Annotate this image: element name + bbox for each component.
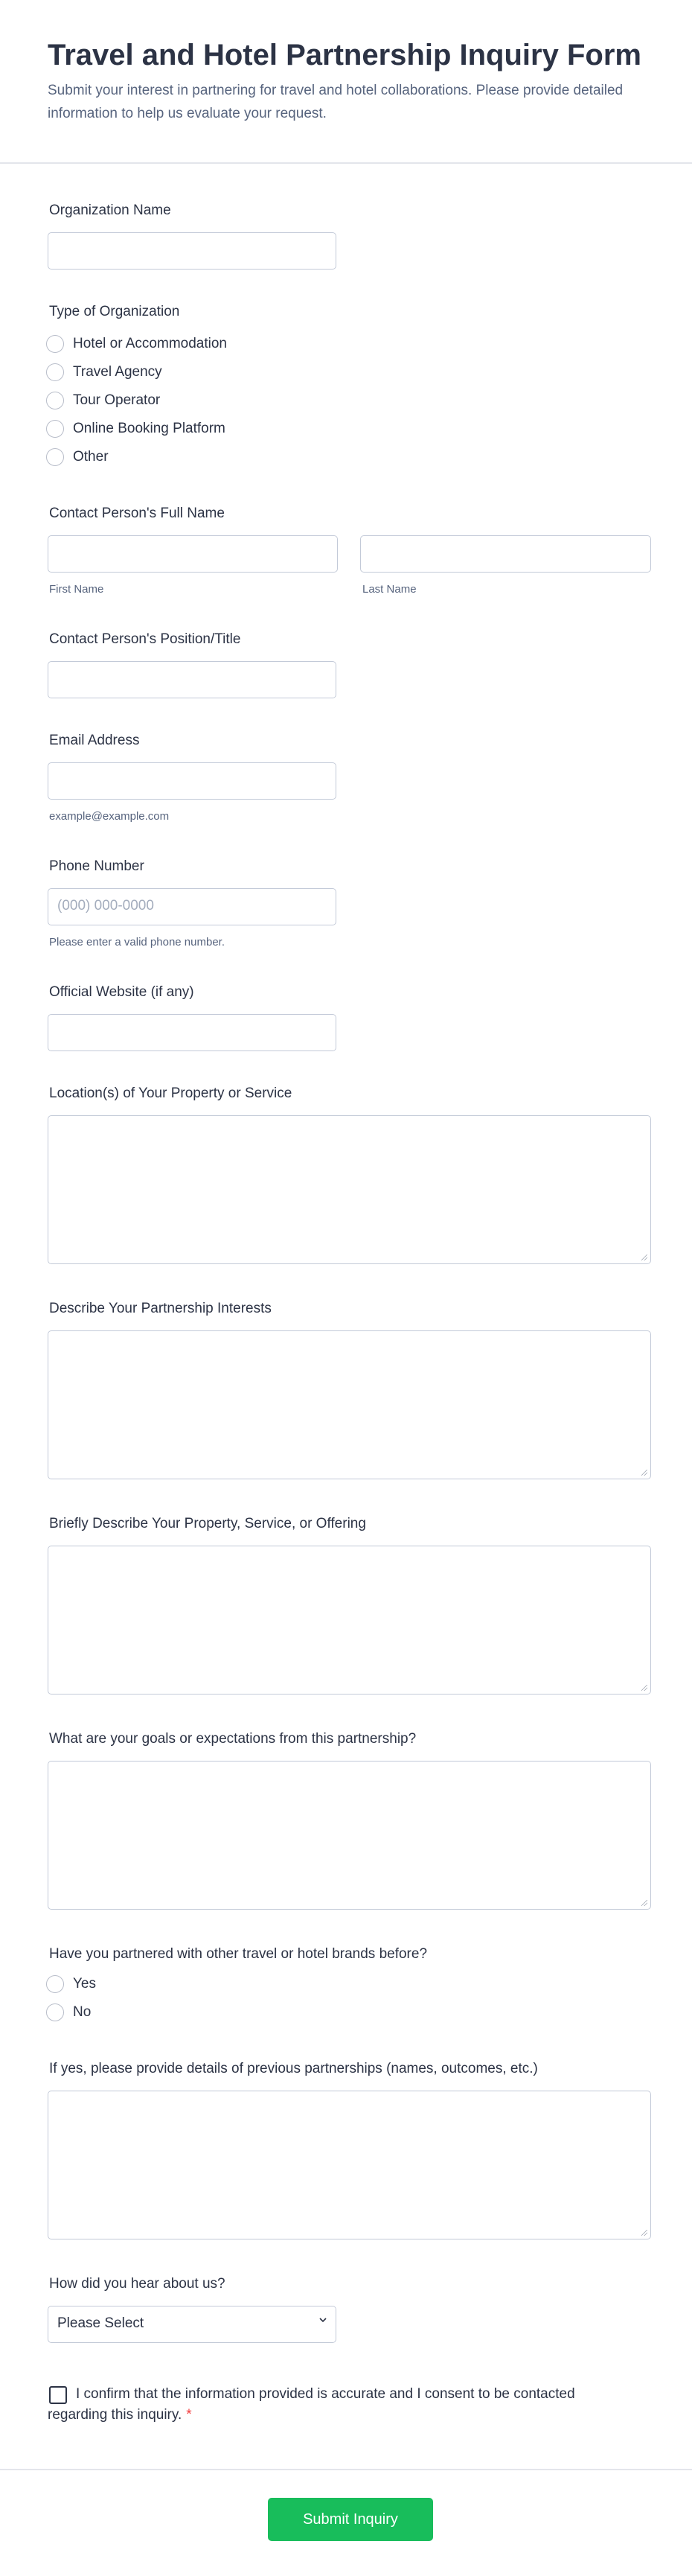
resize-handle-icon[interactable] — [641, 1470, 647, 1476]
phone-input[interactable] — [48, 888, 336, 925]
email-label: Email Address — [49, 733, 140, 748]
offering-textarea[interactable] — [48, 1546, 651, 1695]
phone-placeholder: (000) 000-0000 — [57, 898, 154, 914]
org-type-label: Type of Organization — [49, 304, 180, 319]
radio-circle[interactable] — [46, 1975, 64, 1993]
contact-name-label: Contact Person's Full Name — [49, 506, 225, 521]
radio-label: Hotel or Accommodation — [73, 336, 227, 351]
resize-handle-icon[interactable] — [641, 1254, 647, 1260]
chevron-down-icon — [319, 2316, 327, 2324]
prev-details-textarea[interactable] — [48, 2091, 651, 2239]
goals-label: What are your goals or expectations from this partnership? — [49, 1731, 417, 1747]
resize-handle-icon[interactable] — [641, 2230, 647, 2236]
prev-details-label: If yes, please provide details of previous partnerships (names, outcomes, etc.) — [49, 2061, 538, 2076]
partnered-option-yes[interactable] — [46, 1975, 96, 1993]
last-name-input[interactable] — [360, 535, 651, 573]
email-sublabel: example@example.com — [49, 810, 170, 823]
org-type-option[interactable] — [46, 363, 162, 381]
org-name-label: Organization Name — [49, 203, 171, 218]
locations-label: Location(s) of Your Property or Service — [49, 1085, 292, 1101]
radio-circle[interactable] — [46, 420, 64, 438]
hear-select-value: Please Select — [57, 2315, 144, 2331]
org-type-option[interactable] — [46, 335, 227, 353]
radio-label: Online Booking Platform — [73, 421, 225, 436]
email-input[interactable] — [48, 762, 336, 800]
interests-label: Describe Your Partnership Interests — [49, 1301, 272, 1316]
offering-label: Briefly Describe Your Property, Service, or Offering — [49, 1516, 366, 1531]
radio-label: Travel Agency — [73, 364, 162, 380]
consent-label: I confirm that the information provided is accurate and I consent to be contacted regarding this inquiry. — [48, 2386, 575, 2423]
website-label: Official Website (if any) — [49, 984, 194, 1000]
position-label: Contact Person's Position/Title — [49, 631, 241, 647]
radio-circle[interactable] — [46, 392, 64, 409]
header-divider — [0, 162, 692, 164]
radio-circle[interactable] — [46, 448, 64, 466]
form-subtitle: Submit your interest in partnering for travel and hotel collaborations. Please provide detailed information to help us evaluate your request. — [48, 83, 624, 121]
goals-textarea[interactable] — [48, 1761, 651, 1910]
resize-handle-icon[interactable] — [641, 1900, 647, 1906]
footer-divider — [0, 2469, 692, 2470]
consent-text — [48, 2384, 583, 2426]
position-input[interactable] — [48, 661, 336, 698]
hear-label: How did you hear about us? — [49, 2276, 225, 2292]
website-input[interactable] — [48, 1014, 336, 1051]
org-type-option[interactable] — [46, 448, 109, 466]
radio-label: No — [73, 2004, 92, 2020]
required-mark: * — [186, 2407, 192, 2423]
radio-circle[interactable] — [46, 2003, 64, 2021]
partnered-option-no[interactable] — [46, 2003, 91, 2021]
interests-textarea[interactable] — [48, 1330, 651, 1479]
radio-circle[interactable] — [46, 363, 64, 381]
first-name-input[interactable] — [48, 535, 338, 573]
form-header — [0, 0, 692, 162]
org-name-input[interactable] — [48, 232, 336, 270]
locations-textarea[interactable] — [48, 1115, 651, 1264]
org-type-option[interactable] — [46, 420, 225, 438]
partnered-label: Have you partnered with other travel or hotel brands before? — [49, 1946, 428, 1962]
hear-select[interactable] — [48, 2306, 336, 2343]
first-name-sublabel: First Name — [49, 583, 104, 596]
phone-label: Phone Number — [49, 858, 144, 874]
phone-sublabel: Please enter a valid phone number. — [49, 936, 225, 949]
radio-label: Other — [73, 449, 109, 465]
org-type-option[interactable] — [46, 392, 160, 409]
last-name-sublabel: Last Name — [362, 583, 417, 596]
submit-button[interactable]: Submit Inquiry — [268, 2498, 433, 2541]
radio-label: Tour Operator — [73, 392, 161, 408]
resize-handle-icon[interactable] — [641, 1685, 647, 1691]
radio-label: Yes — [73, 1976, 96, 1992]
form-title: Travel and Hotel Partnership Inquiry Form — [48, 39, 641, 71]
radio-circle[interactable] — [46, 335, 64, 353]
